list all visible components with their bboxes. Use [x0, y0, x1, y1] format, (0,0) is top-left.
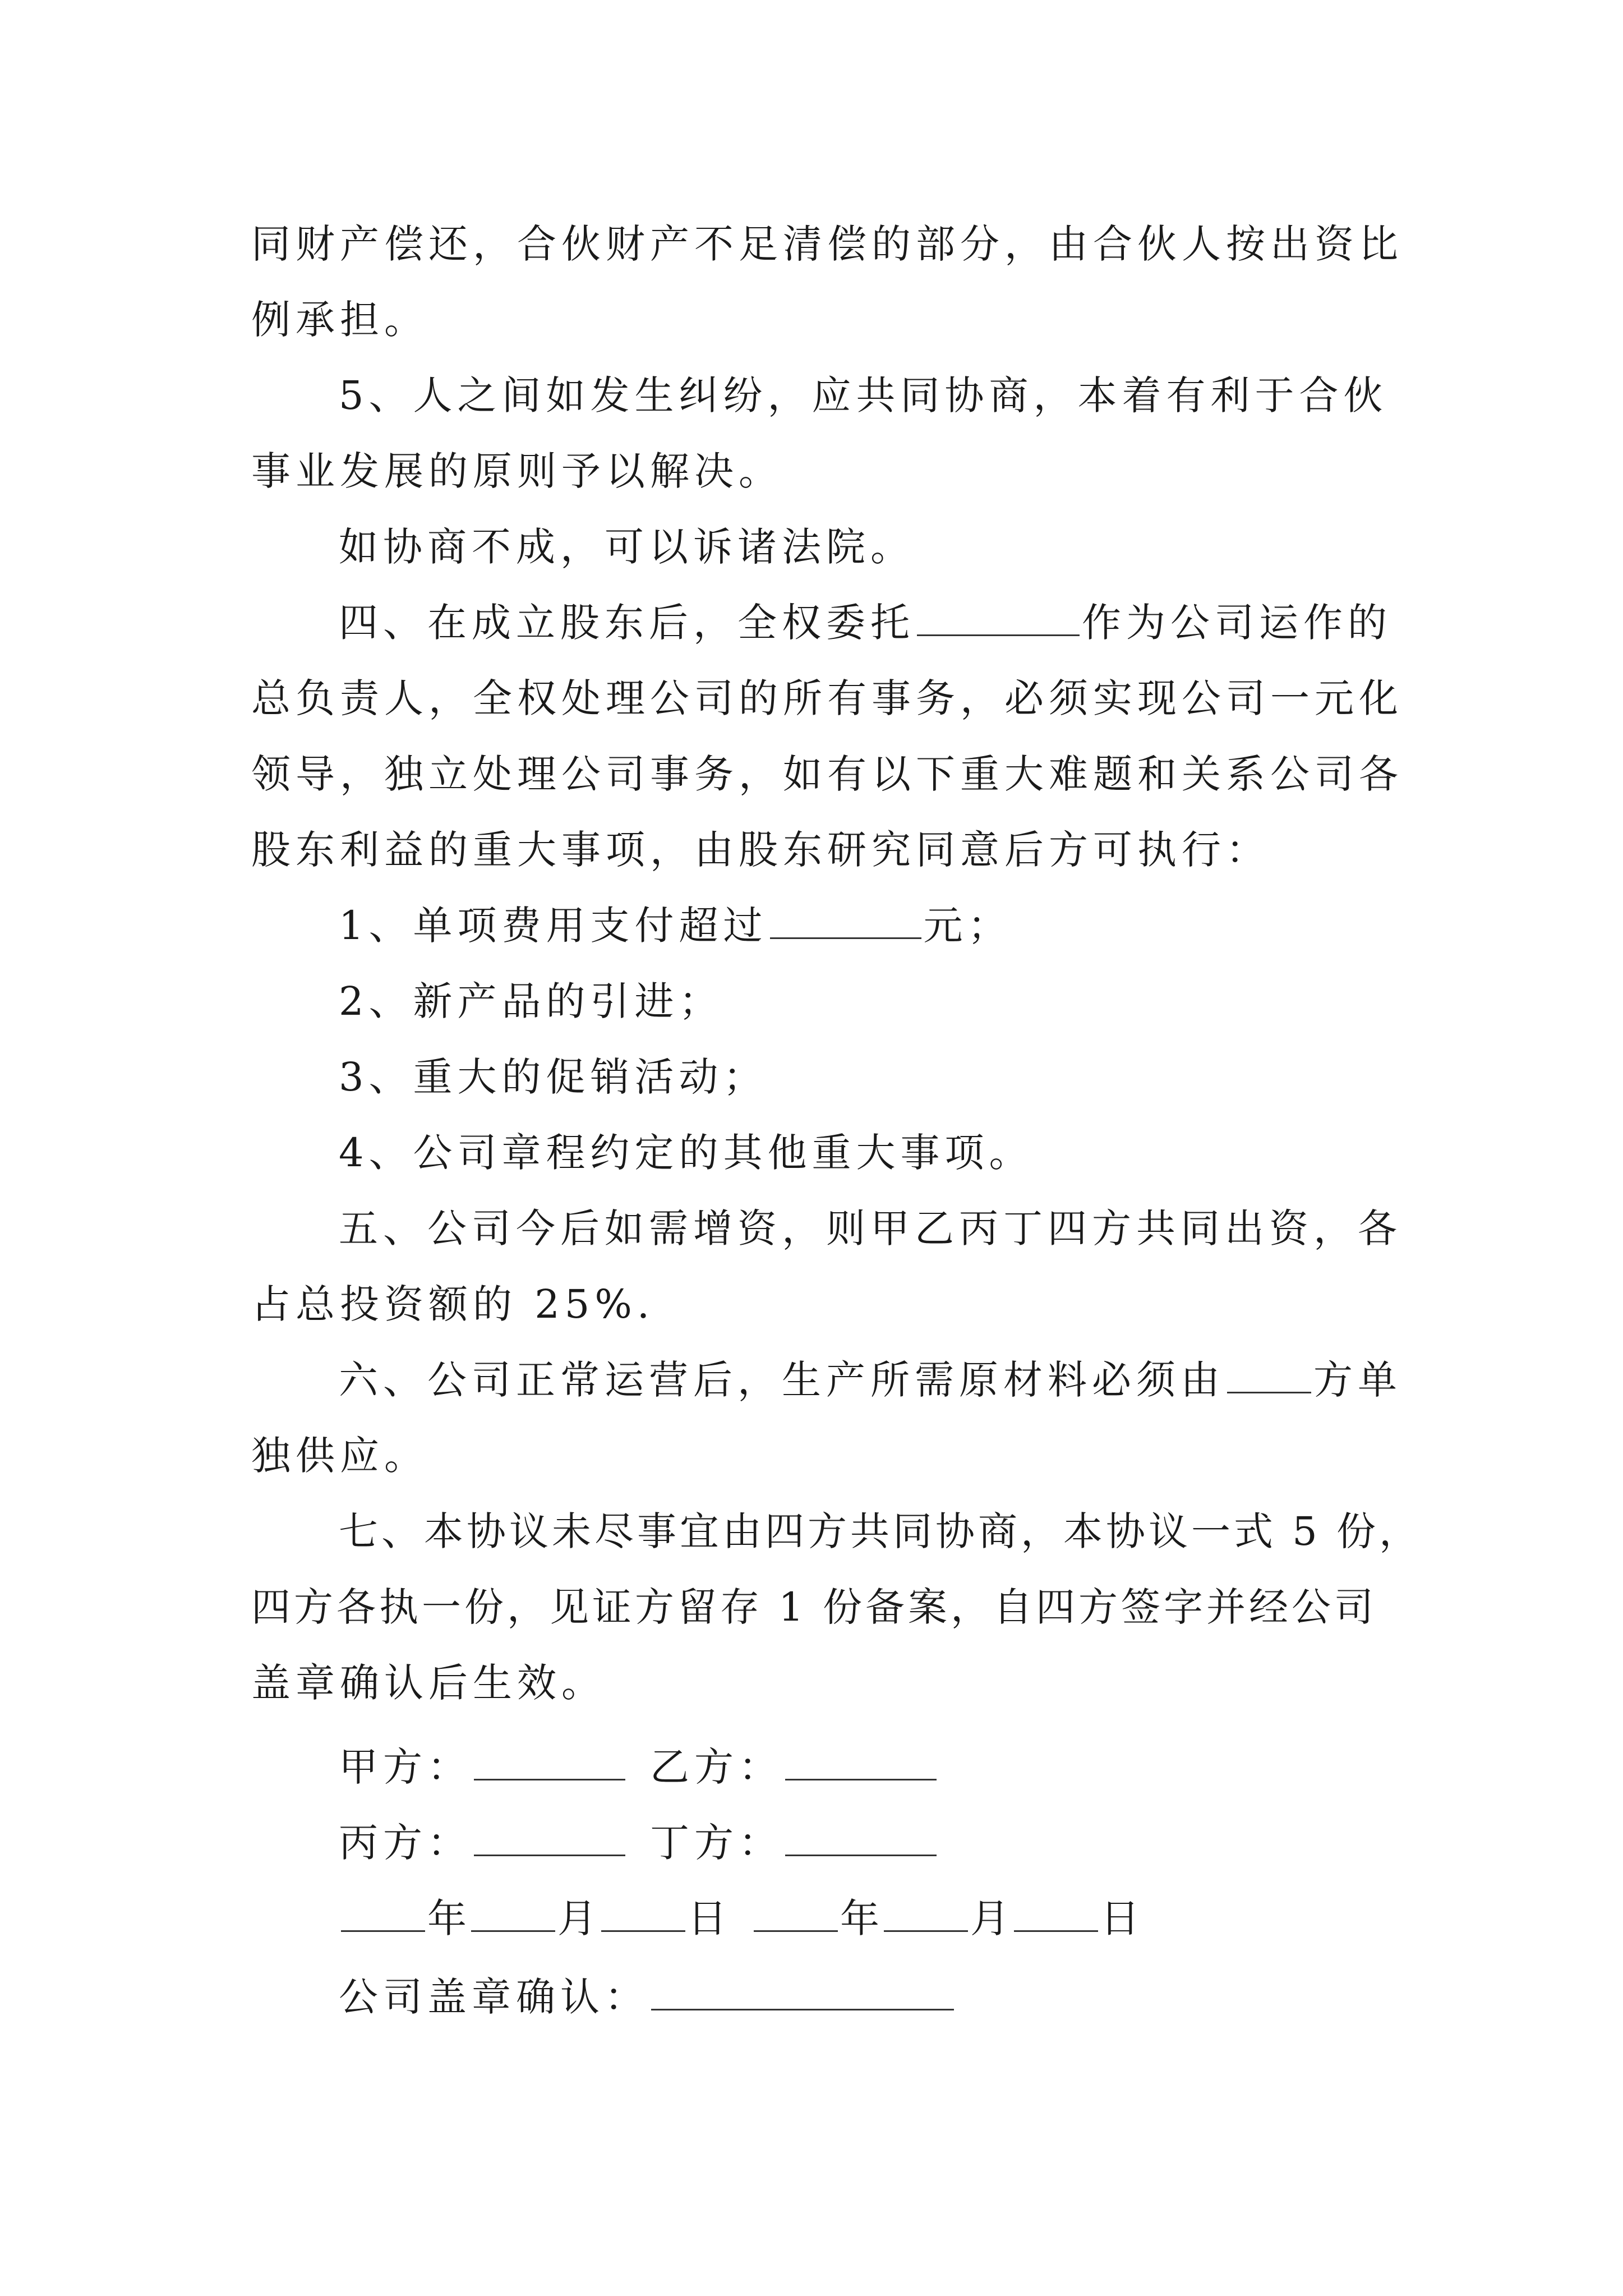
line-text: 总负责人，全权处理公司的所有事务，必须实现公司一元化 [251, 675, 1403, 721]
line-text: 四方各执一份，见证方留存 1 份备案，自四方签字并经公司 [251, 1584, 1377, 1630]
party-a-signature-blank[interactable] [474, 1745, 625, 1780]
line-text: 4、公司章程约定的其他重大事项。 [339, 1130, 1034, 1176]
list-item [339, 973, 723, 1029]
paragraph-line [251, 216, 1403, 272]
day-label: 日 [688, 1895, 729, 1941]
paragraph-line [251, 1655, 606, 1711]
line-text: 例承担。 [251, 297, 428, 343]
list-item [339, 1049, 768, 1105]
month-blank-2[interactable] [884, 1897, 968, 1932]
clause-6-line [339, 1352, 1402, 1408]
day-label-2: 日 [1100, 1895, 1142, 1941]
line-text: 1、单项费用支付超过 [339, 903, 768, 949]
list-item [339, 898, 1012, 954]
line-text: 作为公司运作的 [1082, 600, 1392, 646]
party-d-signature-blank[interactable] [785, 1821, 937, 1856]
clause-5-line [339, 367, 1388, 424]
date-row [339, 1890, 1142, 1947]
line-text: 股东利益的重大事项，由股东研究同意后方可执行： [251, 827, 1270, 873]
line-text: 七、本协议未尽事宜由四方共同协商，本协议一式 5 份， [339, 1508, 1422, 1554]
paragraph-line [251, 1579, 1377, 1635]
party-c-signature-blank[interactable] [474, 1821, 625, 1856]
month-label-2: 月 [970, 1895, 1012, 1941]
line-text: 同财产偿还，合伙财产不足清偿的部分，由合伙人按出资比 [251, 221, 1403, 267]
party-c-label: 丙方： [339, 1820, 472, 1866]
supplier-blank[interactable] [1227, 1358, 1311, 1393]
signature-row-2 [339, 1815, 939, 1871]
paragraph-line [251, 292, 428, 348]
line-text: 方单 [1313, 1357, 1402, 1403]
party-d-label: 丁方： [650, 1820, 783, 1866]
paragraph-line [251, 746, 1403, 802]
paragraph-line [339, 519, 915, 575]
party-b-label: 乙方： [650, 1744, 783, 1790]
line-text: 盖章确认后生效。 [251, 1660, 606, 1706]
party-a-label: 甲方： [339, 1744, 472, 1790]
paragraph-line [251, 443, 783, 499]
line-text: 占总投资额的 25%. [251, 1281, 655, 1327]
year-label-2: 年 [840, 1895, 882, 1941]
paragraph-line [251, 1276, 654, 1332]
company-seal-row [339, 1969, 956, 2025]
line-text: 元； [923, 903, 1012, 949]
line-text: 独供应。 [251, 1433, 428, 1479]
line-text: 如协商不成，可以诉诸法院。 [339, 524, 915, 570]
day-blank[interactable] [601, 1897, 685, 1932]
day-blank-2[interactable] [1014, 1897, 1098, 1932]
month-blank[interactable] [471, 1897, 555, 1932]
signature-row-1 [339, 1739, 939, 1795]
company-seal-label: 公司盖章确认： [339, 1974, 649, 2020]
year-blank[interactable] [341, 1897, 425, 1932]
line-text: 3、重大的促销活动； [339, 1054, 768, 1100]
paragraph-line [251, 670, 1403, 726]
clause-5-capital-line [339, 1200, 1402, 1257]
clause-7-line [339, 1503, 1422, 1559]
line-text: 四、在成立股东后，全权委托 [339, 600, 915, 646]
amount-blank[interactable] [770, 904, 921, 939]
line-text: 领导，独立处理公司事务，如有以下重大难题和关系公司各 [251, 751, 1403, 797]
list-item [339, 1125, 1034, 1181]
year-blank-2[interactable] [754, 1897, 838, 1932]
company-seal-blank[interactable] [651, 1975, 954, 2010]
paragraph-line [251, 822, 1270, 878]
party-b-signature-blank[interactable] [785, 1745, 937, 1780]
paragraph-line [251, 1428, 428, 1484]
delegate-blank[interactable] [917, 601, 1080, 636]
line-text: 五、公司今后如需增资，则甲乙丙丁四方共同出资，各 [339, 1205, 1402, 1251]
line-text: 事业发展的原则予以解决。 [251, 448, 783, 494]
line-text: 六、公司正常运营后，生产所需原材料必须由 [339, 1357, 1225, 1403]
clause-4-line [339, 595, 1392, 651]
line-text: 2、新产品的引进； [339, 978, 723, 1024]
year-label: 年 [427, 1895, 469, 1941]
month-label: 月 [557, 1895, 599, 1941]
line-text: 5、人之间如发生纠纷，应共同协商，本着有利于合伙 [339, 372, 1388, 418]
